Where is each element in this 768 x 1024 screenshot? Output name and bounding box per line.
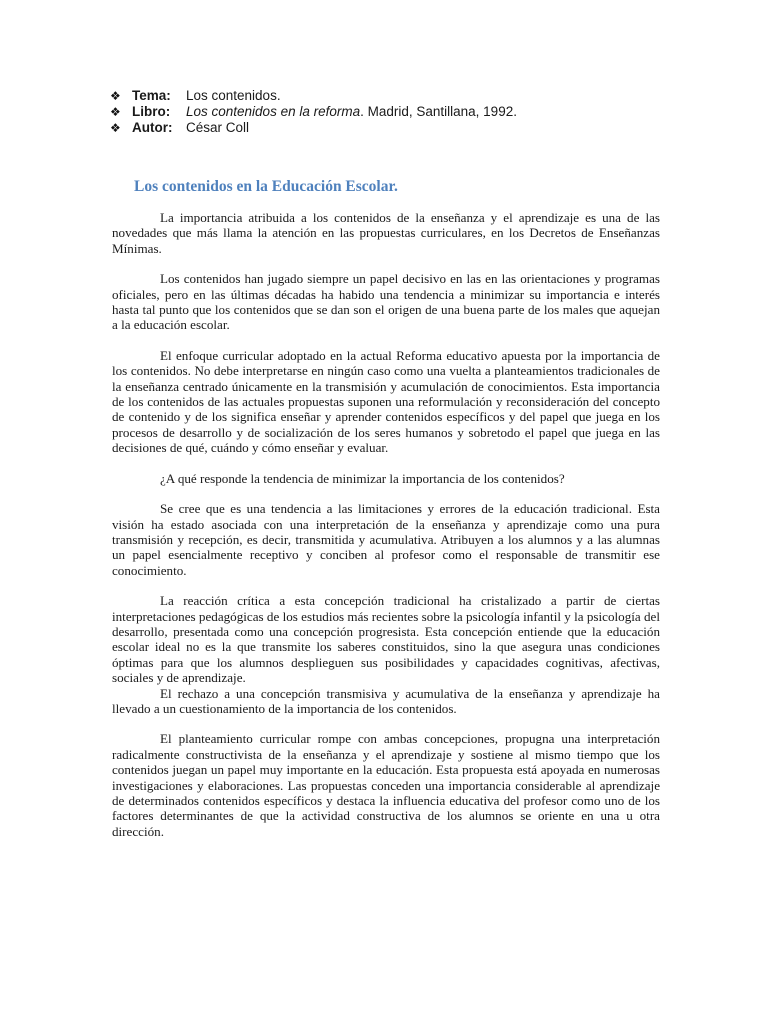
diamond-bullet-icon: ❖	[110, 89, 121, 103]
paragraph: Se cree que es una tendencia a las limitaciones y errores de la educación tradicional. Esta visión ha estado asociada con una interpretación de la enseñanza y aprendizaje como una pura transmisión y recepción, es decir, transmitida y acumulativa. Atribuyen a los alumnos y a las alumnas un papel esencialmente receptivo y conciben al profesor como el responsable de transmitir ese conocimiento.	[112, 501, 660, 578]
section-title: Los contenidos en la Educación Escolar.	[134, 178, 398, 195]
book-title: Los contenidos en la reforma	[186, 104, 361, 119]
paragraph: La importancia atribuida a los contenidos de la enseñanza y el aprendizaje es una de las novedades que más llama la atención en las propuestas curriculares, en los Decretos de Enseñanzas Mínimas.	[112, 210, 660, 256]
paragraph: El planteamiento curricular rompe con ambas concepciones, propugna una interpretación radicalmente constructivista de la enseñanza y el aprendizaje y sostiene al mismo tiempo que los contenidos juegan un papel muy importante en la educación. Esta propuesta está apoyada en numerosas investigaciones y elaboraciones. Las propuestas conceden una importancia considerable al aprendizaje de determinados contenidos específicos y destaca la influencia educativa del profesor como uno de los factores determinantes de que la actividad constructiva de los alumnos se oriente en una u otra dirección.	[112, 731, 660, 839]
paragraph: Los contenidos han jugado siempre un papel decisivo en las en las orientaciones y programas oficiales, pero en las últimas décadas ha habido una tendencia a minimizar su importancia e interés hasta tal punto que los contenidos que se dan son el origen de una buena parte de los males que aquejan a la educación escolar.	[112, 271, 660, 333]
paragraph: El rechazo a una concepción transmisiva y acumulativa de la enseñanza y aprendizaje ha llevado a un cuestionamiento de la importancia de los contenidos.	[112, 685, 660, 716]
meta-row-tema	[110, 88, 658, 104]
paragraph: La reacción crítica a esta concepción tradicional ha cristalizado a partir de ciertas interpretaciones pedagógicas de los estudios más recientes sobre la psicología infantil y la psicología del desarrollo, presentada como una concepción progresista. Esta concepción entiende que la educación escolar ideal no es la que transmite los saberes constituidos, sino la que asegura unas condiciones óptimas para que los alumnos desplieguen sus posibilidades y capacidades cognitivas, afectivas, sociales y de aprendizaje.	[112, 593, 660, 686]
meta-key: Libro:	[132, 104, 171, 119]
meta-value	[186, 104, 517, 120]
meta-key: Autor:	[132, 120, 173, 135]
meta-key: Tema:	[132, 88, 171, 103]
book-publication: . Madrid, Santillana, 1992.	[360, 104, 517, 119]
meta-value: Los contenidos.	[186, 88, 281, 103]
body-text	[110, 210, 660, 839]
meta-row-libro	[110, 104, 658, 120]
meta-value: César Coll	[186, 120, 250, 135]
diamond-bullet-icon: ❖	[110, 105, 121, 119]
diamond-bullet-icon: ❖	[110, 121, 121, 135]
question-heading: ¿A qué responde la tendencia de minimizar la importancia de los contenidos?	[160, 470, 565, 486]
meta-row-autor	[110, 120, 658, 136]
paragraph: El enfoque curricular adoptado en la actual Reforma educativo apuesta por la importancia de los contenidos. No debe interpretarse en ningún caso como una vuelta a planteamientos tradicionales de la enseñanza centrado únicamente en la transmisión y acumulación de conocimientos. Esta importancia de los contenidos de las actuales propuestas suponen una reformulación y reconsideración del concepto de contenido y de los significa enseñar y aprender contenidos específicos y del papel que juega en los procesos de desarrollo y de socialización de los seres humanos y sobretodo el papel que juega en las decisiones de qué, cuándo y cómo enseñar y evaluar.	[112, 347, 660, 456]
document-metadata	[110, 88, 658, 136]
